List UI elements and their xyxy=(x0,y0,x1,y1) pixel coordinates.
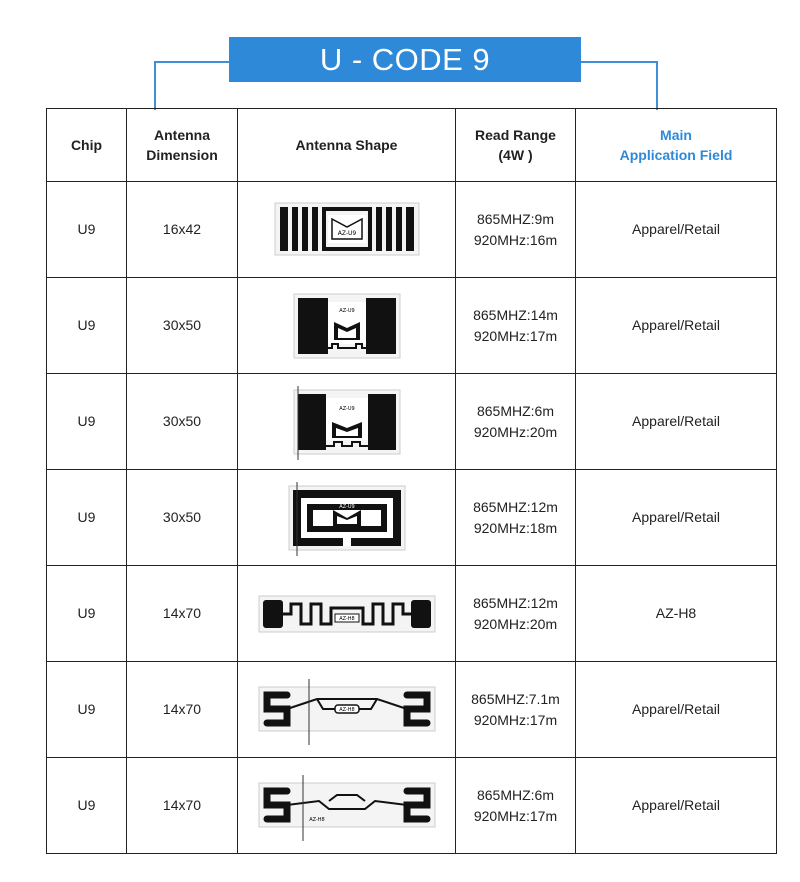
inlay-label: AZ-H8 xyxy=(308,816,325,823)
inlay-label: AZ-U9 xyxy=(338,503,355,510)
table-row xyxy=(47,278,777,374)
application-field-cell: Apparel/Retail xyxy=(576,758,777,854)
table-row xyxy=(47,758,777,854)
antenna-shape-cell xyxy=(238,662,456,758)
chip-cell: U9 xyxy=(47,758,127,854)
antenna-inlay-image xyxy=(257,771,437,841)
spec-table xyxy=(46,108,777,854)
antenna-shape-cell xyxy=(238,182,456,278)
dimension-cell: 16x42 xyxy=(127,182,238,278)
chip-cell: U9 xyxy=(47,278,127,374)
inlay-label: AZ-H8 xyxy=(338,615,355,622)
dimension-cell: 30x50 xyxy=(127,278,238,374)
read-range-cell: 865MHZ:14m 920MHz:17m xyxy=(456,278,576,374)
dimension-cell: 30x50 xyxy=(127,470,238,566)
table-row xyxy=(47,566,777,662)
antenna-inlay-image xyxy=(272,195,422,265)
application-field-cell: Apparel/Retail xyxy=(576,374,777,470)
application-field-cell: Apparel/Retail xyxy=(576,470,777,566)
read-range-cell: 865MHZ:12m 920MHz:20m xyxy=(456,566,576,662)
dimension-cell: 30x50 xyxy=(127,374,238,470)
title-connector-right xyxy=(581,61,658,110)
chip-cell: U9 xyxy=(47,566,127,662)
application-field-cell: Apparel/Retail xyxy=(576,278,777,374)
antenna-inlay-image xyxy=(292,384,402,460)
application-field-cell: Apparel/Retail xyxy=(576,182,777,278)
read-range-cell: 865MHZ:7.1m 920MHz:17m xyxy=(456,662,576,758)
antenna-inlay-image xyxy=(287,480,407,556)
header-chip: Chip xyxy=(47,109,127,182)
header-dimension: Antenna Dimension xyxy=(127,109,238,182)
table-row xyxy=(47,662,777,758)
inlay-label: AZ-U9 xyxy=(338,405,355,412)
header-shape: Antenna Shape xyxy=(238,109,456,182)
chip-cell: U9 xyxy=(47,470,127,566)
read-range-cell: 865MHZ:6m 920MHz:17m xyxy=(456,758,576,854)
chip-cell: U9 xyxy=(47,374,127,470)
read-range-cell: 865MHZ:12m 920MHz:18m xyxy=(456,470,576,566)
dimension-cell: 14x70 xyxy=(127,758,238,854)
read-range-cell: 865MHZ:9m 920MHz:16m xyxy=(456,182,576,278)
dimension-cell: 14x70 xyxy=(127,566,238,662)
antenna-shape-cell xyxy=(238,374,456,470)
inlay-label: AZ-H8 xyxy=(338,706,355,713)
antenna-inlay-image xyxy=(257,586,437,642)
antenna-shape-cell xyxy=(238,566,456,662)
application-field-cell: AZ-H8 xyxy=(576,566,777,662)
antenna-shape-cell xyxy=(238,470,456,566)
chip-cell: U9 xyxy=(47,662,127,758)
header-read-range: Read Range (4W ) xyxy=(456,109,576,182)
page-title: U - CODE 9 xyxy=(229,37,581,82)
inlay-label: AZ-U9 xyxy=(338,307,355,314)
header-application-field: Main Application Field xyxy=(576,109,777,182)
application-field-cell: Apparel/Retail xyxy=(576,662,777,758)
table-row xyxy=(47,470,777,566)
title-connector-left xyxy=(154,61,231,110)
antenna-inlay-image xyxy=(257,675,437,745)
antenna-inlay-image xyxy=(292,288,402,364)
header-row xyxy=(47,109,777,182)
inlay-label: AZ-U9 xyxy=(337,229,356,237)
dimension-cell: 14x70 xyxy=(127,662,238,758)
chip-cell: U9 xyxy=(47,182,127,278)
antenna-shape-cell xyxy=(238,758,456,854)
read-range-cell: 865MHZ:6m 920MHz:20m xyxy=(456,374,576,470)
antenna-shape-cell xyxy=(238,278,456,374)
table-row xyxy=(47,374,777,470)
table-row xyxy=(47,182,777,278)
